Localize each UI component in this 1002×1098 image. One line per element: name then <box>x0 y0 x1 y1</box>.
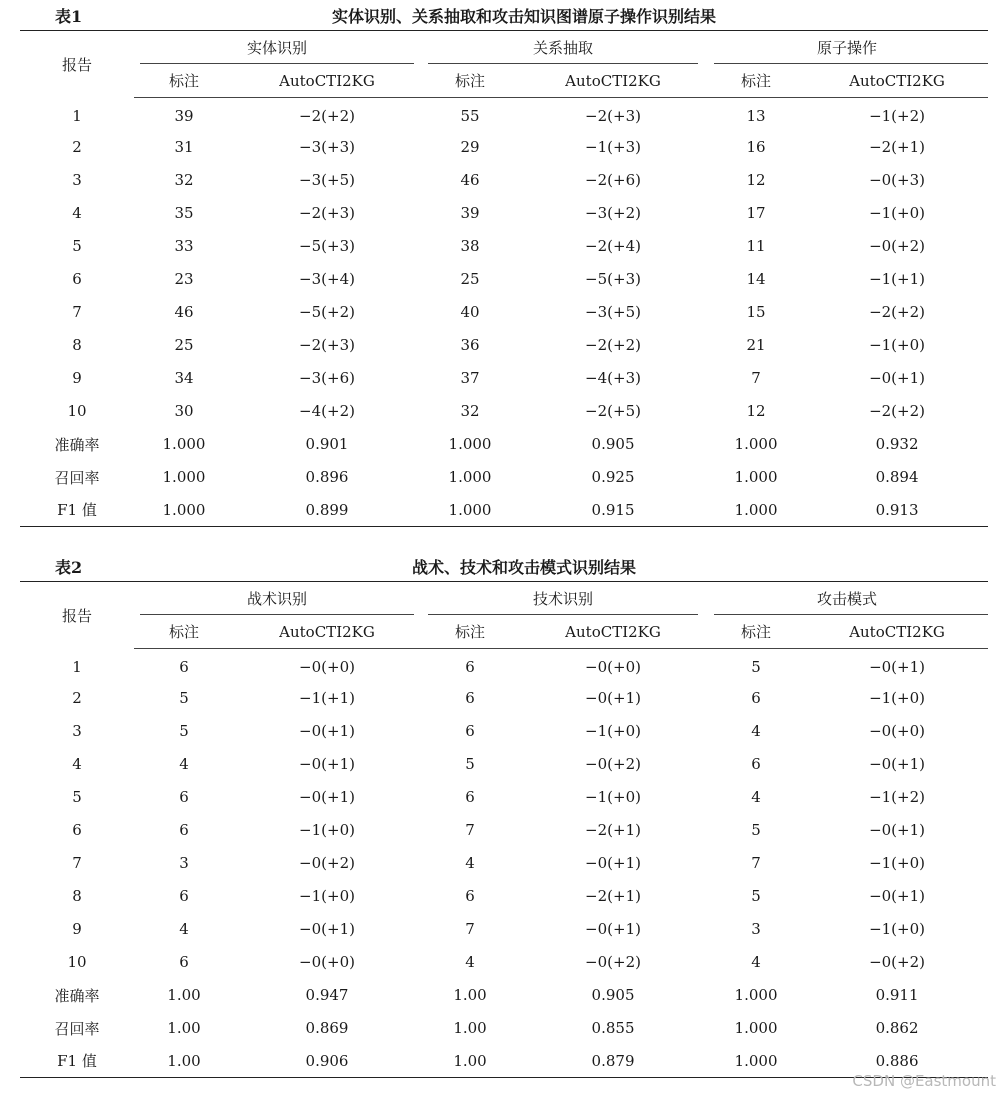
sub-header: AutoCTI2KG <box>520 615 706 649</box>
report-header: 报告 <box>61 55 92 74</box>
table-cell: −2(+2) <box>869 303 925 321</box>
table2-body <box>20 649 988 1078</box>
table-cell: −0(+2) <box>585 953 641 971</box>
table-cell: 6 <box>465 887 475 905</box>
table-cell: 6 <box>465 658 475 677</box>
table-cell: 1.00 <box>167 1019 201 1037</box>
sub-header: AutoCTI2KG <box>234 64 420 98</box>
table-cell: −2(+6) <box>585 171 641 189</box>
row-label-cell: 7 <box>72 854 82 872</box>
table-cell: 1.000 <box>448 435 492 453</box>
table2-caption <box>20 551 988 581</box>
table-cell: −0(+0) <box>585 658 641 677</box>
table-cell: 0.925 <box>591 468 635 486</box>
table-cell: 7 <box>465 821 475 839</box>
table-cell: 3 <box>751 920 761 938</box>
table-cell: 25 <box>460 270 480 288</box>
table-cell: −1(+0) <box>869 854 925 872</box>
table-cell: −3(+4) <box>299 270 355 288</box>
table-cell: 31 <box>174 138 194 156</box>
table-cell: 16 <box>746 138 766 156</box>
table-cell: 5 <box>179 689 189 707</box>
table-cell: 0.905 <box>591 986 635 1004</box>
row-label-cell: 准确率 <box>54 435 100 454</box>
table-cell: −0(+0) <box>869 722 925 740</box>
table-cell: 0.855 <box>591 1019 635 1037</box>
table-cell: −1(+0) <box>869 204 925 222</box>
table-cell: 5 <box>465 755 475 773</box>
table-cell: −0(+2) <box>869 953 925 971</box>
table-cell: 5 <box>751 887 761 905</box>
table1-title: 实体识别、关系抽取和攻击知识图谱原子操作识别结果 <box>331 7 716 26</box>
table-cell: −0(+2) <box>869 237 925 255</box>
table-cell: 1.00 <box>453 1051 487 1070</box>
group-header-tactic: 战术识别 <box>134 582 420 616</box>
sub-header: 标注 <box>134 615 234 649</box>
table-cell: −1(+0) <box>585 722 641 740</box>
table-cell: 6 <box>179 788 189 806</box>
table-cell: 15 <box>746 303 766 321</box>
table-cell: 6 <box>465 722 475 740</box>
table-cell: 39 <box>460 204 480 222</box>
table-cell: 1.000 <box>162 468 206 486</box>
table-cell: 1.000 <box>734 1051 778 1070</box>
table-row <box>20 164 988 197</box>
table-row <box>20 649 988 682</box>
table-cell: 7 <box>465 920 475 938</box>
table-cell: −1(+1) <box>299 689 355 707</box>
row-label-cell: 6 <box>72 270 82 288</box>
table-row <box>20 197 988 230</box>
table-cell: 12 <box>746 402 766 420</box>
row-label-cell: 1 <box>72 658 82 676</box>
table-cell: 39 <box>174 107 194 126</box>
table-cell: 1.000 <box>734 500 778 519</box>
table-cell: 0.915 <box>591 500 635 519</box>
table2 <box>20 581 988 1078</box>
table-row <box>20 946 988 979</box>
row-label-cell: 10 <box>67 402 87 420</box>
row-label-cell: 3 <box>72 171 82 189</box>
table-cell: 0.911 <box>875 986 919 1004</box>
table-cell: 4 <box>465 953 475 971</box>
table-cell: 30 <box>174 402 194 420</box>
table-cell: 34 <box>174 369 194 387</box>
table-cell: 6 <box>751 689 761 707</box>
table-cell: −2(+2) <box>869 402 925 420</box>
table-row <box>20 131 988 164</box>
table-cell: 1.000 <box>734 986 778 1004</box>
table-cell: −1(+0) <box>299 887 355 905</box>
watermark: CSDN @Eastmount <box>852 1072 996 1090</box>
table-row <box>20 296 988 329</box>
table-cell: 6 <box>179 953 189 971</box>
table-cell: 5 <box>751 658 761 677</box>
table-cell: −2(+3) <box>585 107 641 126</box>
row-label-cell: 准确率 <box>54 986 100 1005</box>
table-cell: 1.000 <box>162 435 206 453</box>
table-cell: −5(+3) <box>299 237 355 255</box>
table-cell: 33 <box>174 237 194 255</box>
table-cell: −1(+0) <box>869 689 925 707</box>
table-cell: −0(+1) <box>869 369 925 387</box>
table-cell: 6 <box>179 887 189 905</box>
table-cell: 0.879 <box>591 1051 635 1070</box>
table-cell: 29 <box>460 138 480 156</box>
sub-header: AutoCTI2KG <box>520 64 706 98</box>
sub-header: AutoCTI2KG <box>234 615 420 649</box>
row-label-cell: 9 <box>72 369 82 387</box>
table-cell: −3(+5) <box>299 171 355 189</box>
group-header-attack-pattern: 攻击模式 <box>706 582 988 616</box>
table-cell: 25 <box>174 336 194 354</box>
table-cell: 7 <box>751 369 761 387</box>
table-cell: 1.000 <box>734 435 778 453</box>
table-cell: 4 <box>179 755 189 773</box>
table-cell: −0(+1) <box>585 854 641 872</box>
table-cell: 32 <box>460 402 480 420</box>
table-cell: −1(+0) <box>869 920 925 938</box>
table-row <box>20 847 988 880</box>
table-cell: −2(+4) <box>585 237 641 255</box>
table-cell: 0.901 <box>305 435 349 453</box>
row-label-cell: F1 值 <box>57 501 97 520</box>
row-label-cell: 8 <box>72 336 82 354</box>
table-cell: −5(+2) <box>299 303 355 321</box>
table-cell: 38 <box>460 237 480 255</box>
table-cell: 0.947 <box>305 986 349 1004</box>
row-label-cell: 4 <box>72 755 82 773</box>
sub-header: 标注 <box>706 615 806 649</box>
row-label-cell: 9 <box>72 920 82 938</box>
table-cell: 4 <box>751 788 761 806</box>
table-cell: −0(+1) <box>869 887 925 905</box>
table-cell: −0(+1) <box>869 658 925 677</box>
table-cell: 21 <box>746 336 766 354</box>
table-cell: −0(+1) <box>299 920 355 938</box>
group-header-relation: 关系抽取 <box>420 31 706 65</box>
row-label-cell: F1 值 <box>57 1052 97 1071</box>
table-cell: 40 <box>460 303 480 321</box>
table-cell: −0(+1) <box>869 821 925 839</box>
table-cell: −2(+3) <box>299 204 355 222</box>
table-cell: −1(+1) <box>869 270 925 288</box>
table-cell: 0.932 <box>875 435 919 453</box>
row-label-cell: 4 <box>72 204 82 222</box>
table-row <box>20 715 988 748</box>
table-cell: 14 <box>746 270 766 288</box>
row-label-cell: 1 <box>72 107 82 125</box>
table-cell: 7 <box>751 854 761 872</box>
table-cell: −2(+2) <box>299 107 355 126</box>
table-cell: 0.886 <box>875 1051 919 1070</box>
table-cell: 17 <box>746 204 766 222</box>
table-cell: 23 <box>174 270 194 288</box>
table-cell: −0(+1) <box>299 788 355 806</box>
table-cell: 1.000 <box>448 468 492 486</box>
table-cell: 0.899 <box>305 500 349 519</box>
table-cell: 0.894 <box>875 468 919 486</box>
table-cell: −0(+2) <box>585 755 641 773</box>
table-cell: −2(+2) <box>585 336 641 354</box>
table-cell: 6 <box>179 821 189 839</box>
table-cell: 5 <box>179 722 189 740</box>
table-cell: 1.000 <box>734 468 778 486</box>
table-row <box>20 461 988 494</box>
table-cell: 0.913 <box>875 500 919 519</box>
row-label-cell: 8 <box>72 887 82 905</box>
table-cell: 3 <box>179 854 189 872</box>
row-label-cell: 2 <box>72 689 82 707</box>
group-header-entity: 实体识别 <box>134 31 420 65</box>
table-cell: 1.000 <box>162 500 206 519</box>
table-cell: −0(+2) <box>299 854 355 872</box>
table-cell: −0(+3) <box>869 171 925 189</box>
row-label-cell: 2 <box>72 138 82 156</box>
table-cell: 0.869 <box>305 1019 349 1037</box>
row-label-cell: 5 <box>72 788 82 806</box>
table-cell: 1.00 <box>167 1051 201 1070</box>
table-row <box>20 814 988 847</box>
table-row <box>20 263 988 296</box>
table1-body <box>20 98 988 527</box>
table-cell: −2(+3) <box>299 336 355 354</box>
table-cell: 35 <box>174 204 194 222</box>
table-cell: 6 <box>465 788 475 806</box>
table-cell: −0(+1) <box>585 920 641 938</box>
table-row <box>20 98 988 131</box>
table-cell: −0(+1) <box>299 722 355 740</box>
table-row <box>20 781 988 814</box>
table-cell: 11 <box>746 237 766 255</box>
sub-header: 标注 <box>134 64 234 98</box>
sub-header: AutoCTI2KG <box>806 64 988 98</box>
table-cell: 4 <box>751 722 761 740</box>
table-row <box>20 913 988 946</box>
table-cell: −2(+5) <box>585 402 641 420</box>
table-cell: −1(+3) <box>585 138 641 156</box>
table-row <box>20 362 988 395</box>
table-cell: −1(+0) <box>869 336 925 354</box>
group-header-atomic: 原子操作 <box>706 31 988 65</box>
table-row <box>20 395 988 428</box>
table-cell: −0(+1) <box>299 755 355 773</box>
table-cell: 4 <box>465 854 475 872</box>
sub-header: 标注 <box>420 64 520 98</box>
table-cell: −3(+5) <box>585 303 641 321</box>
table-cell: 6 <box>465 689 475 707</box>
table-row <box>20 979 988 1012</box>
report-header: 报告 <box>61 606 92 625</box>
table-cell: −4(+3) <box>585 369 641 387</box>
table-row <box>20 682 988 715</box>
table-cell: −4(+2) <box>299 402 355 420</box>
table-cell: 6 <box>751 755 761 773</box>
table-cell: −3(+6) <box>299 369 355 387</box>
sub-header: AutoCTI2KG <box>806 615 988 649</box>
table-cell: 0.906 <box>305 1051 349 1070</box>
table-cell: −1(+2) <box>869 788 925 806</box>
row-label-cell: 召回率 <box>54 1019 100 1038</box>
table-cell: −3(+2) <box>585 204 641 222</box>
table-cell: −3(+3) <box>299 138 355 156</box>
table-cell: 55 <box>460 107 480 126</box>
table-cell: 37 <box>460 369 480 387</box>
table-cell: 32 <box>174 171 194 189</box>
table-cell: 12 <box>746 171 766 189</box>
table-row <box>20 1045 988 1078</box>
table-cell: −0(+1) <box>869 755 925 773</box>
table-cell: 5 <box>751 821 761 839</box>
table-cell: 1.00 <box>453 986 487 1004</box>
table-cell: −5(+3) <box>585 270 641 288</box>
table2-title: 战术、技术和攻击模式识别结果 <box>411 558 636 577</box>
table-row <box>20 1012 988 1045</box>
table-cell: 36 <box>460 336 480 354</box>
table-cell: −1(+2) <box>869 107 925 126</box>
table-row <box>20 494 988 527</box>
table-row <box>20 428 988 461</box>
table-cell: 6 <box>179 658 189 677</box>
table-cell: −2(+1) <box>869 138 925 156</box>
table-cell: 1.00 <box>167 986 201 1004</box>
table-cell: 13 <box>746 107 766 126</box>
table-cell: −0(+0) <box>299 658 355 677</box>
table-cell: 0.862 <box>875 1019 919 1037</box>
table-cell: 46 <box>174 303 194 321</box>
row-label-cell: 6 <box>72 821 82 839</box>
sub-header: 标注 <box>706 64 806 98</box>
table-cell: −2(+1) <box>585 887 641 905</box>
table-cell: 0.896 <box>305 468 349 486</box>
table-cell: −1(+0) <box>299 821 355 839</box>
table-cell: 0.905 <box>591 435 635 453</box>
table-cell: 1.000 <box>448 500 492 519</box>
table2-label: 表2 <box>55 558 83 577</box>
table-row <box>20 230 988 263</box>
row-label-cell: 召回率 <box>54 468 100 487</box>
table-cell: −0(+1) <box>585 689 641 707</box>
table-cell: 46 <box>460 171 480 189</box>
table-row <box>20 329 988 362</box>
row-label-cell: 10 <box>67 953 87 971</box>
table-row <box>20 880 988 913</box>
table1 <box>20 30 988 527</box>
table-row <box>20 748 988 781</box>
group-header-technique: 技术识别 <box>420 582 706 616</box>
row-label-cell: 7 <box>72 303 82 321</box>
table-cell: −2(+1) <box>585 821 641 839</box>
row-label-cell: 3 <box>72 722 82 740</box>
table-cell: 4 <box>179 920 189 938</box>
table-cell: 1.00 <box>453 1019 487 1037</box>
table-cell: 4 <box>751 953 761 971</box>
table1-caption <box>20 0 988 30</box>
table1-label: 表1 <box>55 7 83 26</box>
row-label-cell: 5 <box>72 237 82 255</box>
table-cell: −0(+0) <box>299 953 355 971</box>
sub-header: 标注 <box>420 615 520 649</box>
table-cell: 1.000 <box>734 1019 778 1037</box>
table-cell: −1(+0) <box>585 788 641 806</box>
